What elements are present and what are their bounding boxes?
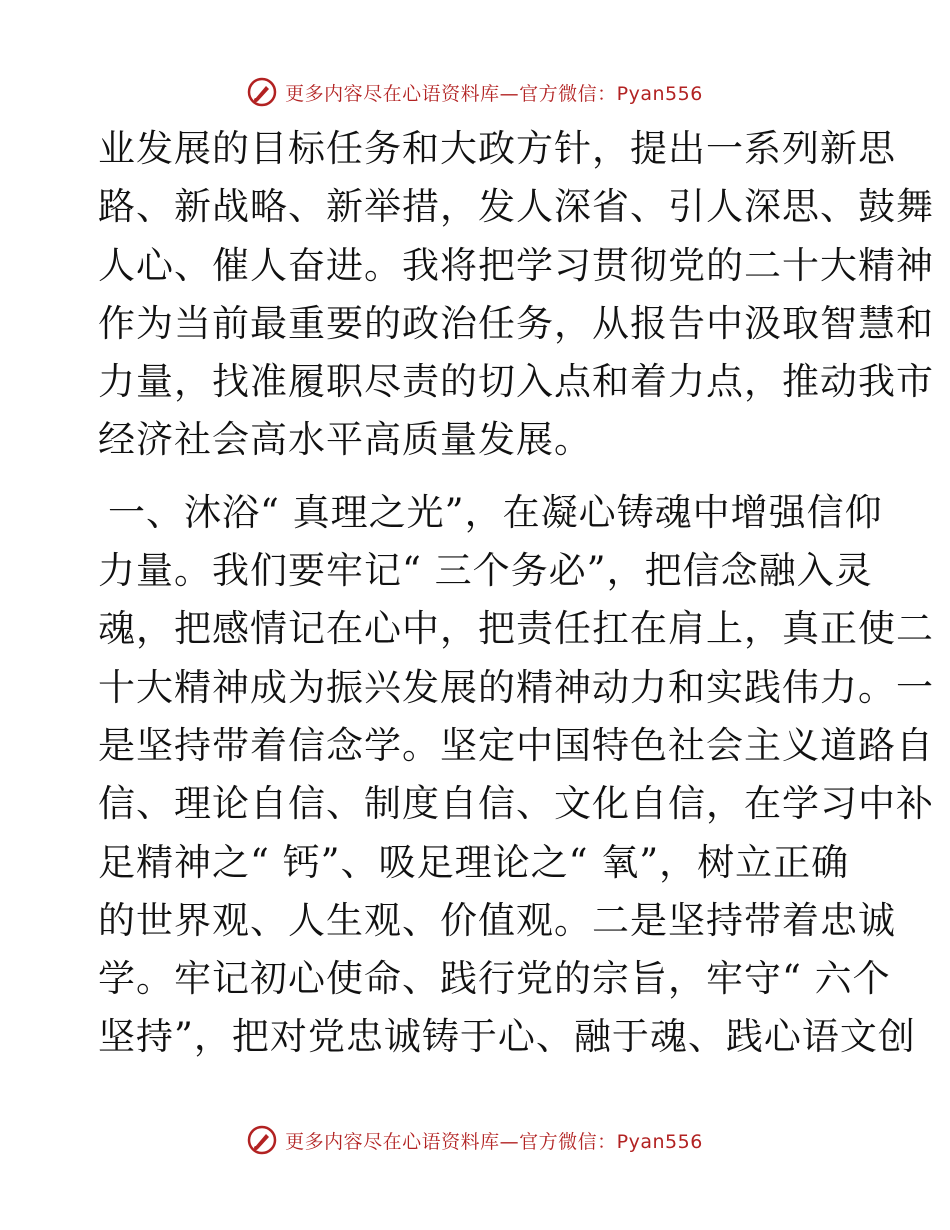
text-line: 学。牢记初心使命、践行党的宗旨，牢守“ 六个 xyxy=(98,957,891,1001)
text-line: 魂，把感情记在心中，把责任扛在肩上，真正使二 xyxy=(98,607,934,651)
text-line: 十大精神成为振兴发展的精神动力和实践伟力。一 xyxy=(98,665,934,709)
text-line: 的世界观、人生观、价值观。二是坚持带着忠诚 xyxy=(98,898,896,942)
paragraph-1 xyxy=(98,120,934,470)
watermark-banner-bottom xyxy=(0,1120,950,1160)
text-line: 坚持”，把对党忠诚铸于心、融于魂、践心语文创 xyxy=(98,1015,916,1059)
text-line: 路、新战略、新举措，发人深省、引人深思、鼓舞 xyxy=(98,185,934,229)
watermark-text: 更多内容尽在心语资料库—官方微信：Pyan556 xyxy=(285,82,703,105)
watermark-banner-top xyxy=(0,72,950,112)
document-body xyxy=(98,120,934,1067)
pen-logo-icon xyxy=(247,77,277,107)
text-line: 经济社会高水平高质量发展。 xyxy=(98,418,592,462)
text-line: 足精神之“ 钙”、吸足理论之“ 氧”，树立正确 xyxy=(98,840,850,884)
paragraph-2 xyxy=(98,484,934,1067)
pen-logo-icon xyxy=(247,1125,277,1155)
watermark-text: 更多内容尽在心语资料库—官方微信：Pyan556 xyxy=(285,1130,703,1153)
text-line: 业发展的目标任务和大政方针，提出一系列新思 xyxy=(98,127,896,170)
text-line: 人心、催人奋进。我将把学习贯彻党的二十大精神 xyxy=(98,243,934,287)
text-line: 作为当前最重要的政治任务，从报告中汲取智慧和 xyxy=(98,301,934,345)
text-line: 力量，找准履职尽责的切入点和着力点，推动我市 xyxy=(98,360,934,404)
text-line: 一、沐浴“ 真理之光”，在凝心铸魂中增强信仰 xyxy=(108,490,883,534)
text-line: 是坚持带着信念学。坚定中国特色社会主义道路自 xyxy=(98,723,934,767)
text-line: 信、理论自信、制度自信、文化自信，在学习中补 xyxy=(98,782,934,826)
text-line: 力量。我们要牢记“ 三个务必”，把信念融入灵 xyxy=(98,549,873,593)
